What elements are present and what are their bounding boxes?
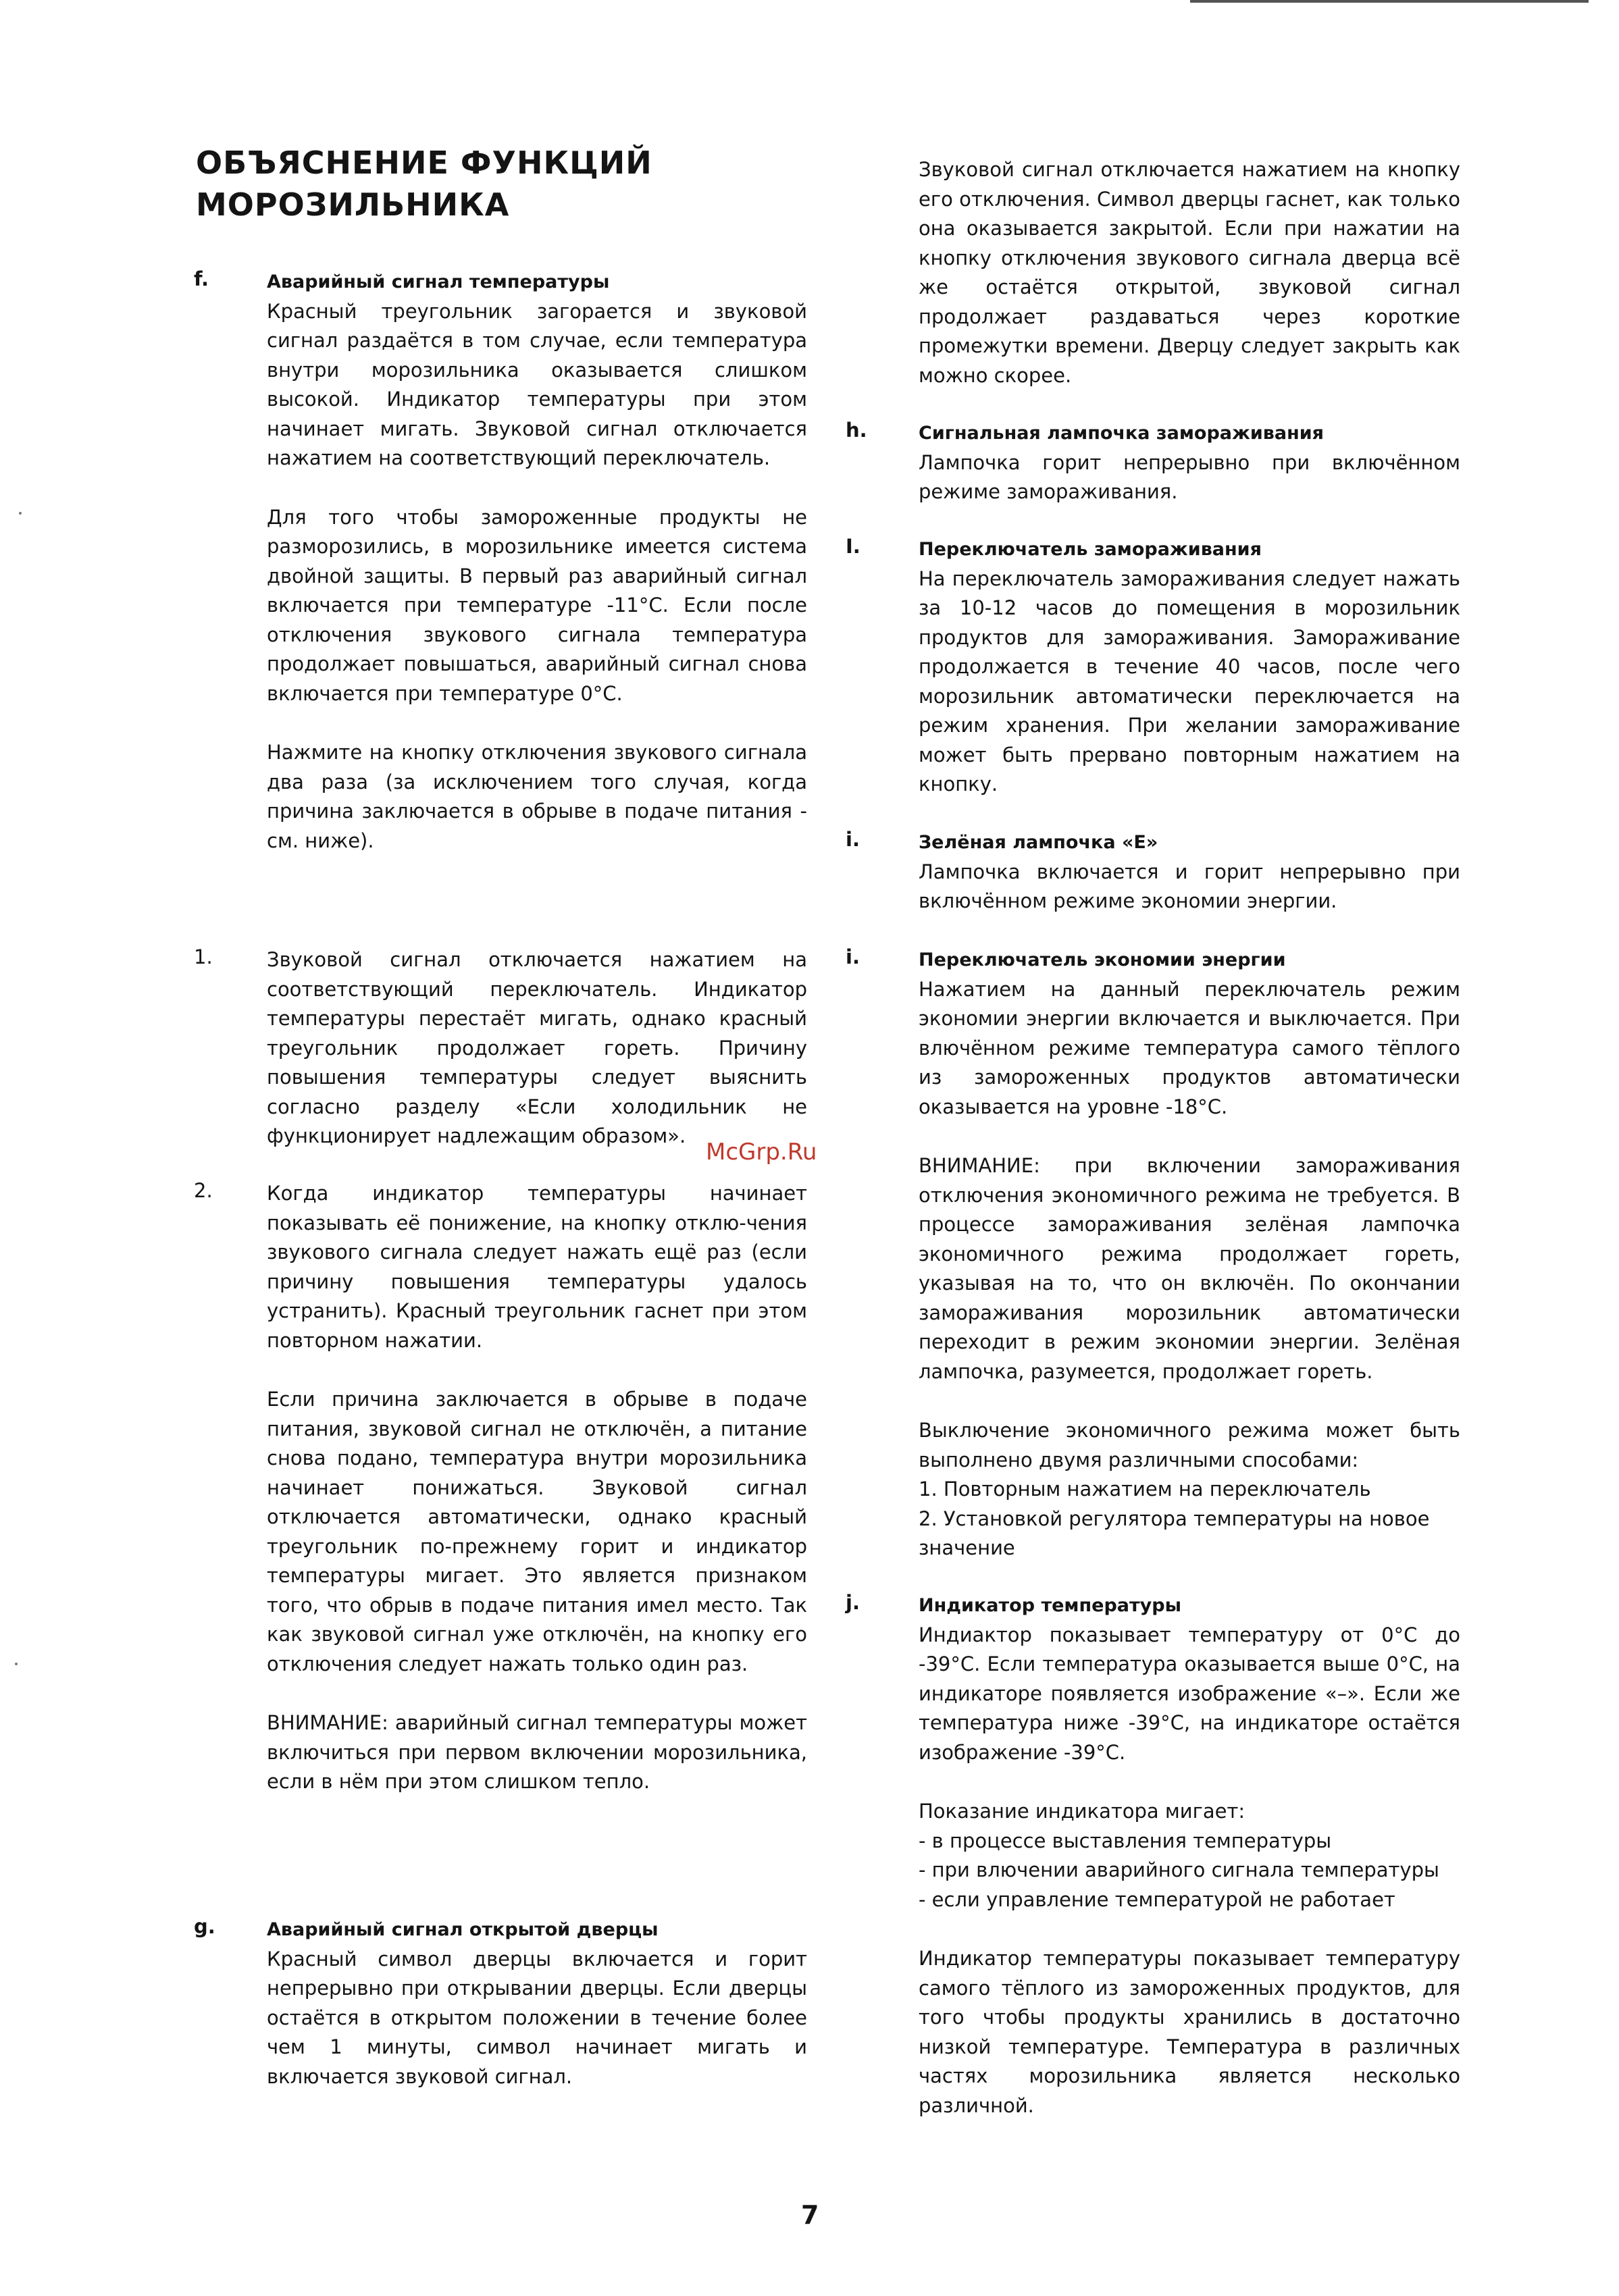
section-marker: i.	[846, 828, 860, 851]
paragraph: На переключатель замораживания следует нажать за 10-12 часов до помещения в морозильник продуктов для замораживания. Замораживание продолжается в течение 40 часов, после чего морозильник автоматически переключается на режим хранения. При желании замораживание может быть прервано повторным нажатием на кнопку.	[919, 567, 1460, 795]
paragraph: Индикатор температуры показывает температуру самого тёплого из замороженных продуктов, для того чтобы продукты хранились в достаточно низкой температуре. Температура в различных частях морозильника является несколько различной.	[919, 1947, 1460, 2117]
page-title	[196, 142, 736, 226]
top-rule	[1190, 0, 1589, 3]
paragraph: Звуковой сигнал отключается нажатием на соответствующий переключатель. Индикатор температуры перестаёт мигать, однако красный треугольник продолжает гореть. Причину повышения температуры следует выяснить согласно разделу «Если холодильник не функционирует надлежащим образом».	[267, 948, 807, 1147]
section-marker: I.	[846, 535, 860, 558]
paragraph: Выключение экономичного режима может быть выполнено двумя различными способами:	[919, 1419, 1460, 1471]
page-title-line-2: МОРОЗИЛЬНИКА	[196, 186, 510, 223]
section-marker: g.	[194, 1915, 215, 1938]
paragraph: Когда индикатор температуры начинает показывать её понижение, на кнопку отклю-чения звукового сигнала следует нажать ещё раз (если причину повышения температуры удалось устранить). Красный треугольник гаснет при этом повторном нажатии.	[267, 1182, 807, 1352]
section-j	[846, 1591, 1460, 2120]
paragraph: Лампочка горит непрерывно при включённом режиме замораживания.	[919, 450, 1460, 503]
watermark: McGrp.Ru	[706, 1139, 817, 1166]
page-number: 7	[801, 2200, 819, 2230]
section-i-freeze-switch	[846, 535, 1460, 800]
section-marker: i.	[846, 945, 860, 968]
section-heading: Аварийный сигнал температуры	[267, 271, 610, 292]
paragraph: Лампочка включается и горит непрерывно при включённом режиме экономии энергии.	[919, 860, 1460, 912]
list-item: - в процессе выставления температуры	[919, 1829, 1332, 1852]
section-heading: Сигнальная лампочка замораживания	[919, 423, 1324, 444]
door-alarm-continuation	[919, 155, 1460, 390]
section-i-energy-saving	[846, 945, 1460, 1563]
paragraph: Нажмите на кнопку отключения звукового сигнала два раза (за исключением того случая, когда причина заключается в обрыве в подаче питания - см. ниже).	[267, 741, 807, 852]
list-item: 1. Повторным нажатием на переключатель	[919, 1478, 1371, 1501]
list-item: - при влючении аварийного сигнала температуры	[919, 1858, 1439, 1881]
paragraph: ВНИМАНИЕ: аварийный сигнал температуры может включиться при первом включении морозильника, если в нём при этом слишком тепло.	[267, 1711, 807, 1793]
paragraph: Индиактор показывает температуру от 0°С до -39°С. Если температура оказывается выше 0°С, на индикаторе появляется изображение «–». Если же температура ниже -39°С, на индикаторе остаётся изображение -39°С.	[919, 1623, 1460, 1764]
paragraph: Показание индикатора мигает:	[919, 1800, 1245, 1823]
section-heading: Индикатор температуры	[919, 1595, 1181, 1616]
section-marker: h.	[846, 419, 867, 442]
list-item: - если управление температурой не работает	[919, 1887, 1395, 1911]
section-2	[194, 1179, 807, 1797]
section-f	[194, 267, 807, 856]
section-marker: j.	[846, 1591, 860, 1614]
section-heading: Зелёная лампочка «Е»	[919, 832, 1158, 853]
paragraph: Для того чтобы замороженные продукты не разморозились, в морозильнике имеется система двойной защиты. В первый раз аварийный сигнал включается при температуре -11°С. Если после отключения звукового сигнала температура продолжает повышаться, аварийный сигнал снова включается при температуре 0°С.	[267, 505, 807, 705]
section-marker: 2.	[194, 1179, 213, 1202]
section-marker: 1.	[194, 945, 213, 968]
section-1	[194, 945, 807, 1151]
paragraph: Нажатием на данный переключатель режим экономии энергии включается и выключается. При влючённом режиме температура самого тёплого из замороженных продуктов автоматически оказывается на уровне -18°С.	[919, 977, 1460, 1118]
list-item: 2. Установкой регулятора температуры на новое значение	[919, 1507, 1430, 1559]
paragraph: Если причина заключается в обрыве в подаче питания, звуковой сигнал не отключён, а питание снова подано, температура внутри морозильника начинает понижаться. Звуковой сигнал отключается автоматически, однако красный треугольник по-прежнему горит и индикатор температуры мигает. Это является признаком того, что обрыв в подаче питания имел место. Так как звуковой сигнал уже отключён, на кнопку его отключения следует нажать только один раз.	[267, 1388, 807, 1675]
section-marker: f.	[194, 267, 209, 290]
scan-speck	[15, 1663, 18, 1665]
section-g	[194, 1915, 807, 2091]
paragraph: Красный символ дверцы включается и горит непрерывно при открывании дверцы. Если дверцы остаётся в открытом положении в течение более чем 1 минуты, символ начинает мигать и включается звуковой сигнал.	[267, 1947, 807, 2088]
paragraph: ВНИМАНИЕ: при включении замораживания отключения экономичного режима не требуется. В процессе замораживания зелёная лампочка экономичного режима продолжает гореть, указывая на то, что он включён. По окончании замораживания морозильник автоматически переходит в режим экономии энергии. Зелёная лампочка, разумеется, продолжает гореть.	[919, 1154, 1460, 1383]
scan-speck	[19, 512, 22, 515]
section-heading: Переключатель экономии энергии	[919, 949, 1286, 970]
page-title-line-1: ОБЪЯСНЕНИЕ ФУНКЦИЙ	[196, 145, 652, 181]
paragraph: Красный треугольник загорается и звуковой сигнал раздаётся в том случае, если температура внутри морозильника оказывается слишком высокой. Индикатор температуры при этом начинает мигать. Звуковой сигнал отключается нажатием на соответствующий переключатель.	[267, 299, 807, 469]
section-i-green-lamp	[846, 828, 1460, 916]
section-heading: Аварийный сигнал открытой дверцы	[267, 1919, 659, 1940]
section-heading: Переключатель замораживания	[919, 539, 1262, 560]
paragraph: Звуковой сигнал отключается нажатием на кнопку его отключения. Символ дверцы гаснет, как только она оказывается закрытой. Если при нажатии на кнопку отключения звукового сигнала дверца всё же остаётся открытой, звуковой сигнал продолжает раздаваться через короткие промежутки времени. Дверцу следует закрыть как можно скорее.	[919, 158, 1460, 387]
section-h	[846, 419, 1460, 507]
